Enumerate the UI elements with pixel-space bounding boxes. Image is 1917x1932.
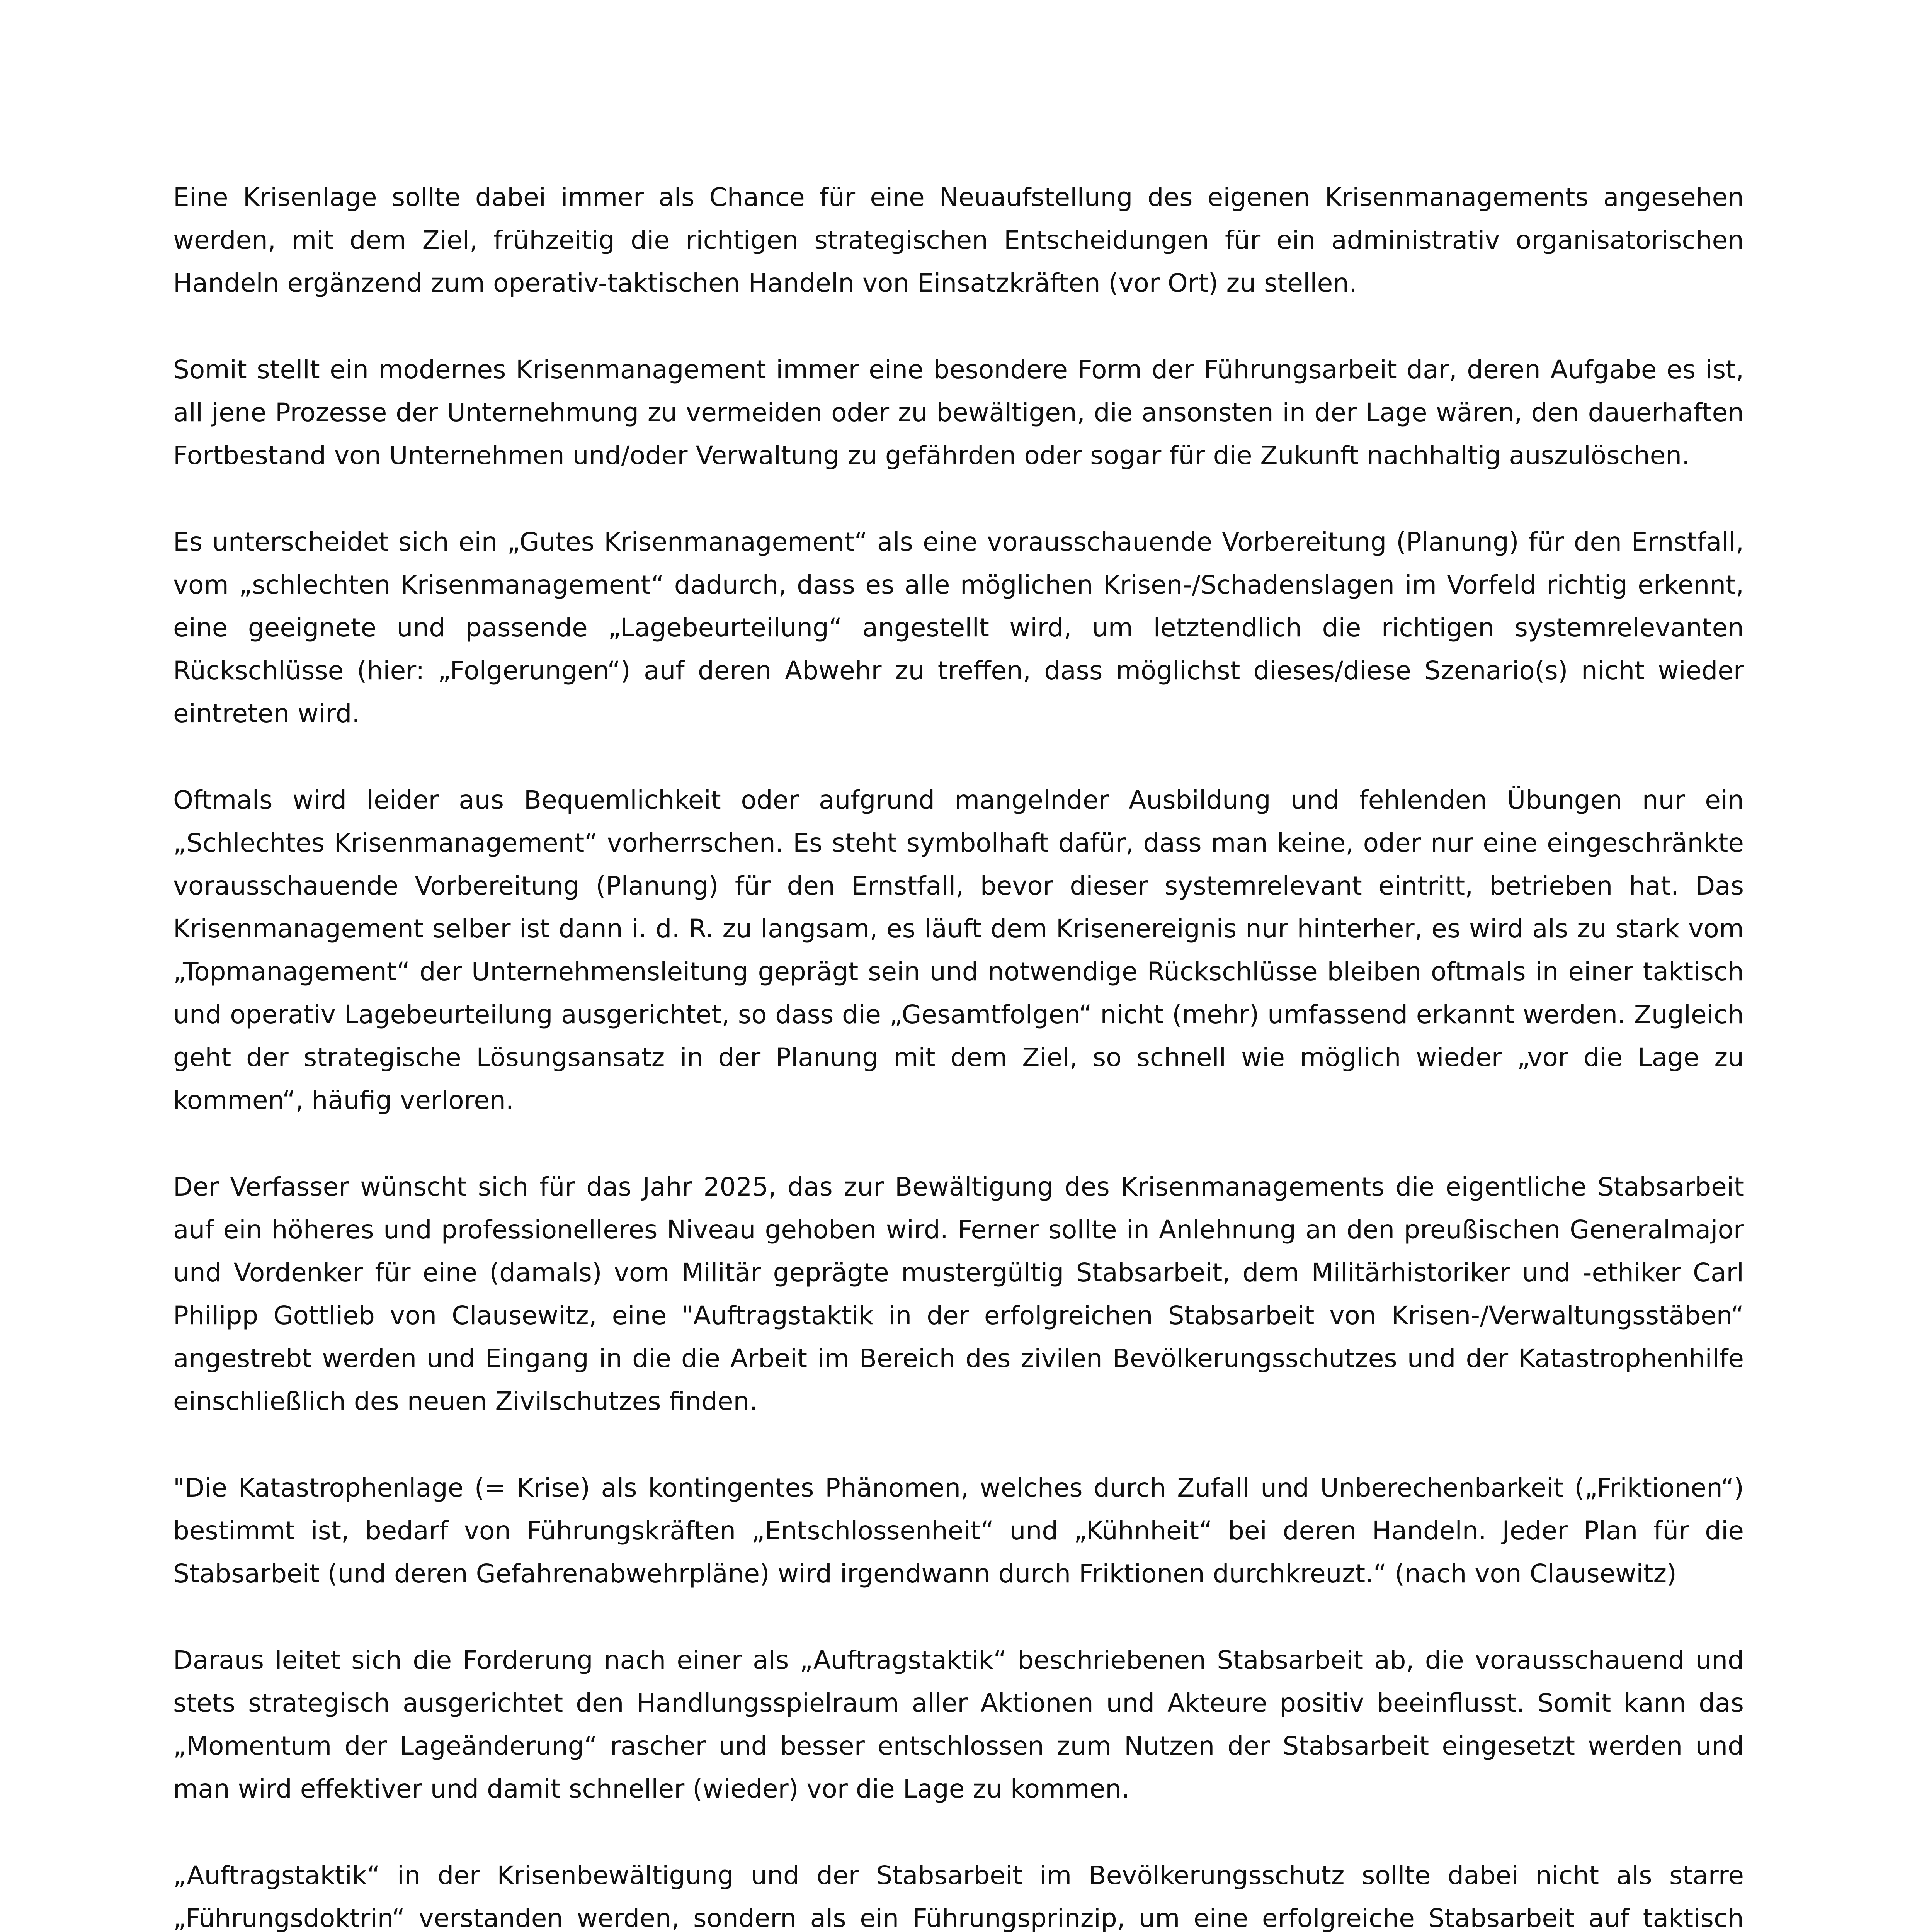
paragraph: "Die Katastrophenlage (= Krise) als kontingentes Phänomen, welches durch Zufall und Unberechenbarkeit („Friktionen“) bestimmt ist, bedarf von Führungskräften „Entschlossenheit“ und „Kühnheit“ bei deren Handeln. Jeder Plan für die Stabsarbeit (und deren Gefahrenabwehrpläne) wird irgendwann durch Friktionen durchkreuzt.“ (nach von Clausewitz) xyxy=(173,1473,1744,1588)
paragraph: „Auftragstaktik“ in der Krisenbewältigung und der Stabsarbeit im Bevölkerungsschutz sollte dabei nicht als starre „Führungsdoktrin“ verstanden werden, sondern als ein Führungsprinzip, um eine erfolgreiche Stabsarbeit auf taktisch xyxy=(173,1861,1744,1932)
paragraph: Oftmals wird leider aus Bequemlichkeit oder aufgrund mangelnder Ausbildung und fehlenden Übungen nur ein „Schlechtes Krisenmanagement“ vorherrschen. Es steht symbolhaft dafür, dass man keine, oder nur eine eingeschränkte vorausschauende Vorbereitung (Planung) für den Ernstfall, bevor dieser systemrelevant eintritt, betrieben hat. Das Krisenmanagement selber ist dann i. d. R. zu langsam, es läuft dem Krisenereignis nur hinterher, es wird als zu stark vom „Topmanagement“ der Unternehmensleitung geprägt sein und notwendige Rückschlüsse bleiben oftmals in einer taktisch und operativ Lagebeurteilung ausgerichtet, so dass die „Gesamtfolgen“ nicht (mehr) umfassend erkannt werden. Zugleich geht der strategische Lösungsansatz in der Planung mit dem Ziel, so schnell wie möglich wieder „vor die Lage zu kommen“, häufig verloren. xyxy=(173,785,1744,1115)
paragraph: Somit stellt ein modernes Krisenmanagement immer eine besondere Form der Führungsarbeit dar, deren Aufgabe es ist, all jene Prozesse der Unternehmung zu vermeiden oder zu bewältigen, die ansonsten in der Lage wären, den dauerhaften Fortbestand von Unternehmen und/oder Verwaltung zu gefährden oder sogar für die Zukunft nachhaltig auszulöschen. xyxy=(173,355,1744,470)
body-text xyxy=(173,176,1744,1932)
paragraph: Der Verfasser wünscht sich für das Jahr 2025, das zur Bewältigung des Krisenmanagements die eigentliche Stabsarbeit auf ein höheres und professionelleres Niveau gehoben wird. Ferner sollte in Anlehnung an den preußischen Generalmajor und Vordenker für eine (damals) vom Militär geprägte mustergültig Stabsarbeit, dem Militärhistoriker und -ethiker Carl Philipp Gottlieb von Clausewitz, eine "Auftragstaktik in der erfolgreichen Stabsarbeit von Krisen-/Verwaltungsstäben“ angestrebt werden und Eingang in die die Arbeit im Bereich des zivilen Bevölkerungsschutzes und der Katastrophenhilfe einschließlich des neuen Zivilschutzes finden. xyxy=(173,1172,1744,1416)
paragraph: Daraus leitet sich die Forderung nach einer als „Auftragstaktik“ beschriebenen Stabsarbeit ab, die vorausschauend und stets strategisch ausgerichtet den Handlungsspielraum aller Aktionen und Akteure positiv beeinflusst. Somit kann das „Momentum der Lageänderung“ rascher und besser entschlossen zum Nutzen der Stabsarbeit eingesetzt werden und man wird effektiver und damit schneller (wieder) vor die Lage zu kommen. xyxy=(173,1645,1744,1804)
paragraph: Eine Krisenlage sollte dabei immer als Chance für eine Neuaufstellung des eigenen Krisenmanagements angesehen werden, mit dem Ziel, frühzeitig die richtigen strategischen Entscheidungen für ein administrativ organisatorischen Handeln ergänzend zum operativ-taktischen Handeln von Einsatzkräften (vor Ort) zu stellen. xyxy=(173,182,1744,298)
paragraph: Es unterscheidet sich ein „Gutes Krisenmanagement“ als eine vorausschauende Vorbereitung (Planung) für den Ernstfall, vom „schlechten Krisenmanagement“ dadurch, dass es alle möglichen Krisen-/Schadenslagen im Vorfeld richtig erkennt, eine geeignete und passende „Lagebeurteilung“ angestellt wird, um letztendlich die richtigen systemrelevanten Rückschlüsse (hier: „Folgerungen“) auf deren Abwehr zu treffen, dass möglichst dieses/diese Szenario(s) nicht wieder eintreten wird. xyxy=(173,527,1744,728)
